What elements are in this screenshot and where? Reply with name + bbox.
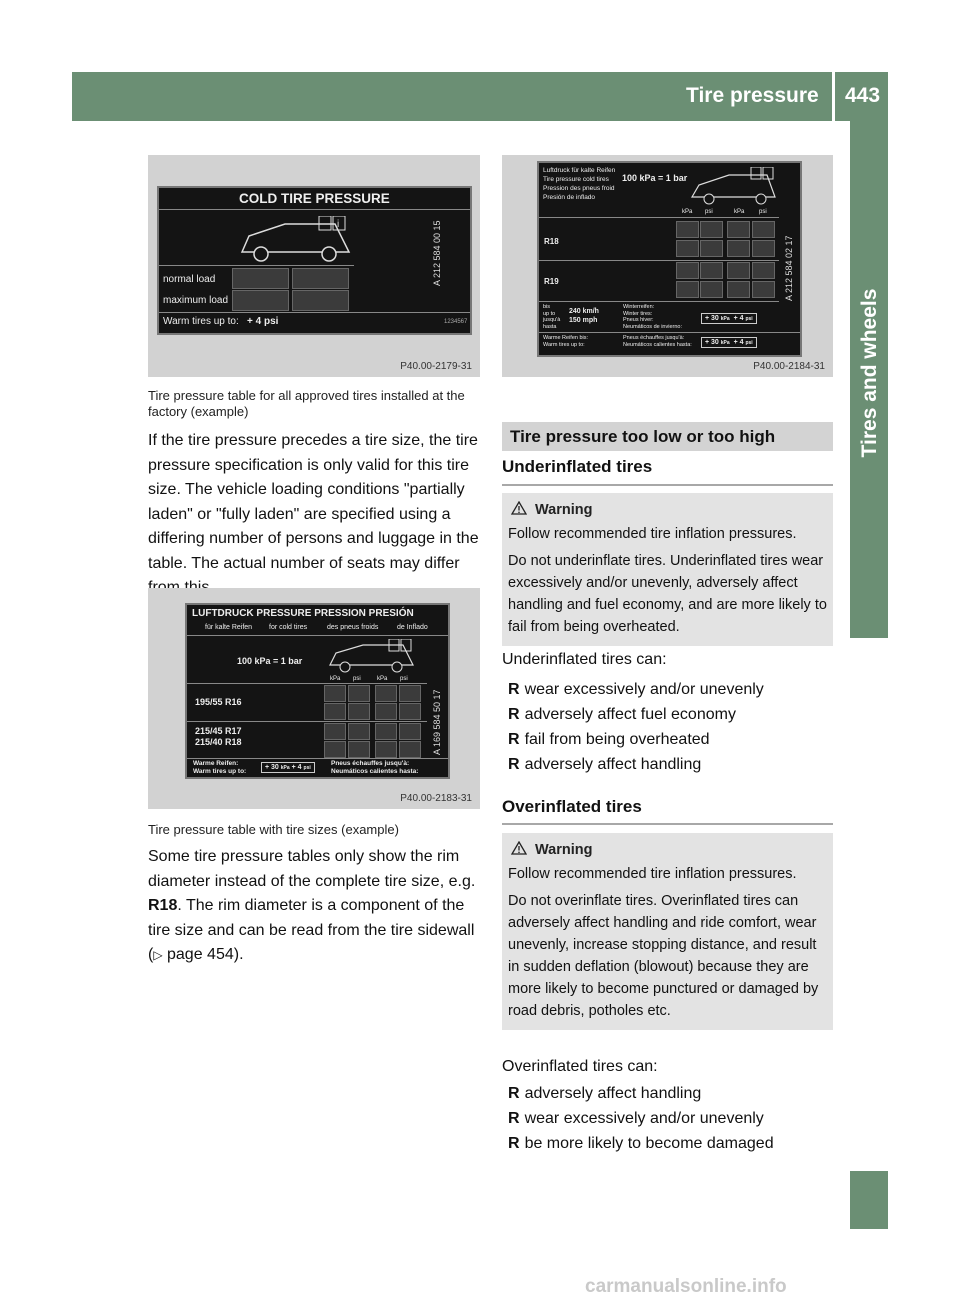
subtitle: des pneus froids [327, 624, 379, 631]
pressure-cell [399, 723, 421, 740]
figure-caption: Tire pressure table for all approved tires installed at the factory (example) [148, 388, 465, 419]
warning-label: Warning [535, 502, 593, 518]
title-line: Tire pressure cold tires [543, 176, 609, 183]
unit-head: psi [400, 676, 408, 682]
pressure-cell [752, 281, 775, 298]
warning-text: Do not underinflate tires. Underinflated tires wear excessively and/or unevenly, adversely affect handling and fuel economy, and are more likely to fail from being overheated. [508, 553, 827, 635]
bullet-mark: R [508, 681, 520, 698]
list-item-text: adversely affect handling [524, 1085, 702, 1102]
tire-size: 215/40 R18 [195, 737, 242, 747]
figure-caption: Tire pressure table with tire sizes (example) [148, 822, 399, 837]
subsection-title: Underinflated tires [502, 457, 833, 486]
figure-tire-size-table [148, 588, 480, 809]
title-line: Pression des pneus froid [543, 185, 615, 192]
list-item-text: be more likely to become damaged [524, 1135, 774, 1152]
tire-size: 215/45 R17 [195, 726, 242, 736]
paragraph-text: Some tire pressure tables only show the rim diameter instead of the complete tire size, e.g. [148, 848, 476, 890]
pressure-cell [700, 221, 723, 238]
unit-head: kPa [682, 209, 693, 215]
kpa-unit: kPa [720, 340, 730, 346]
unit-head: psi [705, 209, 713, 215]
list-item-text: adversely affect fuel economy [524, 706, 736, 723]
list-item [508, 1131, 828, 1156]
list-item [508, 702, 828, 727]
warning-triangle-icon [511, 501, 527, 515]
pressure-cell [399, 741, 421, 758]
winter-add-box [701, 313, 757, 324]
bullet-mark: R [508, 731, 520, 748]
unit-line: 100 kPa = 1 bar [237, 656, 303, 666]
speed-kmh: 240 km/h [569, 308, 599, 315]
speed-limit-label: bis up to jusqu'à hasta [543, 304, 561, 330]
pressure-cell [752, 221, 775, 238]
warning-box [502, 833, 833, 1030]
header-divider [832, 72, 835, 121]
psi-unit: psi [303, 765, 311, 771]
winter-add-psi: + 4 [733, 315, 744, 322]
warning-triangle-icon [511, 841, 527, 855]
unit-head: kPa [330, 676, 341, 682]
pressure-cell [676, 240, 699, 257]
pressure-cell [324, 723, 346, 740]
paragraph [148, 845, 482, 968]
list-item-text: wear excessively and/or unevenly [524, 681, 764, 698]
bullet-mark: R [508, 1110, 520, 1127]
figure-code: P40.00-2184-31 [753, 361, 825, 372]
pressure-cell [324, 703, 346, 720]
label-title-lines [543, 166, 615, 202]
subtitle: für kalte Reifen [205, 624, 253, 631]
pressure-cell [727, 281, 750, 298]
warm-value: + 4 psi [247, 316, 279, 327]
figure-code: P40.00-2179-31 [400, 361, 472, 372]
subsection-title: Overinflated tires [502, 797, 833, 825]
unit-head: psi [759, 209, 767, 215]
psi-unit: psi [745, 340, 753, 346]
car-icon [237, 216, 357, 266]
list-item [508, 677, 828, 702]
pressure-cell [700, 240, 723, 257]
winter-add-kpa: + 30 [705, 315, 719, 322]
label-title: LUFTDRUCK PRESSURE PRESSION PRESIÓN [192, 608, 414, 619]
pressure-cell [399, 685, 421, 702]
warm-add-box [701, 337, 757, 348]
tire-pressure-label [157, 186, 472, 335]
bullet-mark: R [508, 1135, 520, 1152]
pressure-cell [752, 262, 775, 279]
list-intro: Underinflated tires can: [502, 651, 667, 668]
side-tab-marker [850, 1171, 888, 1229]
unit-line: 100 kPa = 1 bar [622, 173, 688, 183]
pressure-cell [324, 741, 346, 758]
pressure-cell [348, 685, 370, 702]
warm-psi: + 4 [291, 764, 302, 771]
pressure-cell [727, 240, 750, 257]
pressure-cell [727, 262, 750, 279]
warning-heading [508, 839, 827, 861]
warning-text: Follow recommended tire inflation pressures. [508, 526, 797, 542]
row-label-normal: normal load [163, 274, 216, 285]
rim-size: R19 [544, 277, 559, 286]
car-icon [689, 167, 779, 209]
figure-cold-tire-pressure [148, 155, 480, 377]
part-number: A 212 584 02 17 [784, 235, 794, 301]
unit-head: kPa [734, 209, 745, 215]
list-item [508, 1106, 828, 1131]
pressure-cell [676, 262, 699, 279]
bullet-mark: R [508, 706, 520, 723]
pressure-cell [676, 221, 699, 238]
warning-text: Follow recommended tire inflation pressures. [508, 866, 797, 882]
svg-text:i: i [337, 219, 340, 230]
pressure-cell [676, 281, 699, 298]
pressure-cell [399, 703, 421, 720]
side-tab-label: Tires and wheels [858, 288, 881, 458]
pressure-cell [700, 281, 723, 298]
warm-label: Warm tires up to: [163, 316, 239, 327]
warm-left: Warme Reifen: Warm tires up to: [193, 760, 247, 775]
car-icon [327, 639, 417, 675]
title-line: Presión de inflado [543, 194, 596, 201]
pressure-cell [727, 221, 750, 238]
warm-right: Pneus échauffes jusqu'à: Neumáticos calientes hasta: [623, 335, 692, 348]
pressure-cell [700, 262, 723, 279]
pressure-cell [375, 723, 397, 740]
kpa-unit: kPa [720, 316, 730, 322]
pressure-cell [232, 290, 289, 311]
list-item-text: fail from being overheated [524, 731, 710, 748]
side-tab [850, 121, 888, 638]
pressure-cell [375, 741, 397, 758]
tire-size: 195/55 R16 [195, 697, 242, 707]
kpa-unit: kPa [280, 765, 290, 771]
tire-pressure-label [185, 603, 450, 779]
warm-right: Pneus échauffes jusqu'à: Neumáticos calientes hasta: [331, 760, 419, 775]
subtitle: de Inflado [397, 624, 428, 631]
paragraph: If the tire pressure precedes a tire size, the tire pressure specification is only valid for this tire size. The vehicle loading conditions "partially laden" or "fully laden" are specified using a differing number of persons and luggage in the table. The actual number of seats may differ [148, 432, 479, 572]
pressure-cell [324, 685, 346, 702]
paragraph-text: . The rim diameter is a component of the tire size and can be read from the tire sidewall ( [148, 897, 475, 963]
warm-add-kpa: + 30 [705, 339, 719, 346]
pressure-cell [348, 741, 370, 758]
part-number: A 169 584 50 17 [432, 689, 442, 755]
pressure-cell [375, 685, 397, 702]
list-intro: Overinflated tires can: [502, 1058, 658, 1075]
pressure-cell [232, 268, 289, 289]
page-number: 443 [845, 84, 881, 107]
figure-rim-table [502, 155, 833, 377]
warning-text: Do not overinflate tires. Overinflated tires can adversely affect handling and ride comfort, wear unevenly, increase stopping distance, and result in sudden deflation (blowout) because they are more likely to become punctured or damaged by road debris, potholes etc. [508, 893, 819, 1019]
rim-code: R18 [148, 897, 178, 914]
psi-unit: psi [745, 316, 753, 322]
warm-kpa-box [261, 762, 315, 773]
winter-label: Winterreifen: Winter tires: Pneus hiver: Neumáticos de invierno: [623, 304, 683, 330]
part-number: A 212 584 00 15 [432, 220, 442, 286]
unit-head: kPa [377, 676, 388, 682]
list-item [508, 1081, 828, 1106]
pressure-cell [375, 703, 397, 720]
speed-mph: 150 mph [569, 317, 598, 324]
pressure-cell [348, 703, 370, 720]
pressure-cell [292, 268, 349, 289]
warm-left: Warme Reifen bis: Warm tires up to: [543, 335, 589, 348]
list-item-text: adversely affect handling [524, 756, 702, 773]
page-ref-arrow-icon: ▷ [153, 948, 163, 962]
list-item [508, 752, 828, 777]
overinflated-list [508, 1081, 828, 1156]
pressure-cell [348, 723, 370, 740]
page-ref-link[interactable]: page 454). [162, 946, 244, 963]
warm-add-psi: + 4 [733, 339, 744, 346]
list-item-text: wear excessively and/or unevenly [524, 1110, 764, 1127]
label-title: COLD TIRE PRESSURE [239, 191, 390, 206]
section-title: Tire pressure too low or too high [502, 422, 833, 451]
warning-heading [508, 499, 827, 521]
tire-pressure-label [537, 161, 802, 357]
watermark: carmanualsonline.info [585, 1276, 787, 1297]
underinflated-list [508, 677, 828, 777]
subtitle: for cold tires [269, 624, 308, 631]
figure-code: P40.00-2183-31 [400, 793, 472, 804]
warning-label: Warning [535, 842, 593, 858]
rim-size: R18 [544, 237, 559, 246]
bullet-mark: R [508, 756, 520, 773]
warning-box [502, 493, 833, 646]
bullet-mark: R [508, 1085, 520, 1102]
page-header [72, 72, 888, 121]
row-label-maximum: maximum load [163, 295, 229, 306]
title-line: Luftdruck für kalte Reifen [543, 167, 616, 174]
unit-head: psi [353, 676, 361, 682]
warm-kpa: + 30 [265, 764, 279, 771]
list-item [508, 727, 828, 752]
header-title: Tire pressure [686, 84, 819, 107]
pressure-cell [752, 240, 775, 257]
label-id: 1234567 [444, 319, 468, 325]
pressure-cell [292, 290, 349, 311]
